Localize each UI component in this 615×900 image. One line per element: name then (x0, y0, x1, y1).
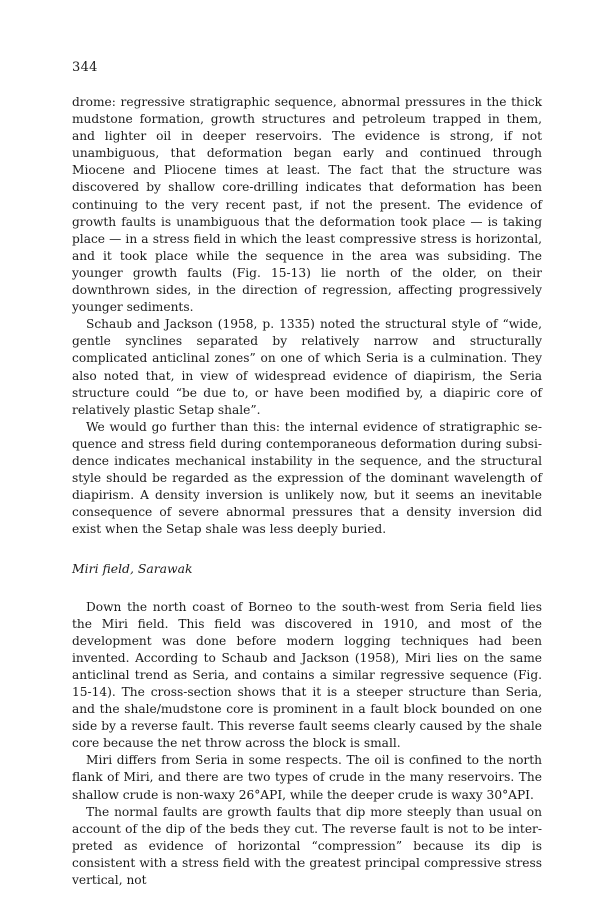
paragraph-diapirism: We would go further than this: the internal evidence of stratigraphic sequence and stress field during contemporaneous deformation during subsidence indicates mechanical instability in the sequence, and the structural style should be regarded as the expression of the dominant wavelength of diapirism. A density inversion is unlikely now, but it seems an inevitable consequence of severe abnormal pressures that a density inversion did exist when the Setap shale was less deeply buried. (72, 419, 542, 537)
paragraph-miri-faults: The normal faults are growth faults that dip more steeply than usual on account of the dip of the beds they cut. The reverse fault is not to be interpreted as evidence of horizontal “compression” because its dip is consistent with a stress field with the greatest principal compressive stress vertical, not (72, 804, 542, 888)
page-number: 344 (72, 60, 98, 75)
paragraph-miri-crude: Miri differs from Seria in some respects. The oil is confined to the north flank of Miri, and there are two types of crude in the many reservoirs. The shallow crude is non-waxy 26°API, while the deeper crude is waxy 30°API. (72, 753, 542, 802)
section-heading-miri: Miri field, Sarawak (72, 561, 193, 577)
paragraph-schaub-jackson: Schaub and Jackson (1958, p. 1335) noted the structural style of “wide, gentle synclines separated by relatively narrow and structurally complicated anticlinal zones” on one of which Seria is a culmination. They also noted that, in view of widespread evidence of diapirism, the Seria structure could “be due to, or have been modified by, a diapiric core of relatively plastic Setap shale”. (72, 317, 542, 417)
body-text (72, 94, 542, 889)
paragraph-seria-summary: drome: regressive stratigraphic sequence, abnormal pressures in the thick mudstone formation, growth structures and petroleum trapped in them, and lighter oil in deeper reservoirs. The evidence is strong, if not unambiguous, that deformation began early and continued through Miocene and Pliocene times at least. The fact that the structure was discovered by shallow core-drilling indicates that deformation has been continuing to the very recent past, if not the present. The evidence of growth faults is unambiguous that the deformation took place — is taking place — in a stress field in which the least compressive stress is horizontal, and it took place while the sequence in the area was subsiding. The younger growth faults (Fig. 15-13) lie north of the older, on their downthrown sides, in the direction of regression, affecting progressively younger sediments. (72, 95, 542, 315)
paragraph-miri-intro: Down the north coast of Borneo to the south-west from Seria field lies the Miri field. This field was discovered in 1910, and most of the development was done before modern logging techniques had been invented. According to Schaub and Jackson (1958), Miri lies on the same anticlinal trend as Seria, and contains a similar regressive sequence (Fig. 15-14). The cross-section shows that it is a steeper structure than Seria, and the shale/mudstone core is prominent in a fault block bounded on one side by a reverse fault. This reverse fault seems clearly caused by the shale core because the net throw across the block is small. (72, 599, 542, 751)
